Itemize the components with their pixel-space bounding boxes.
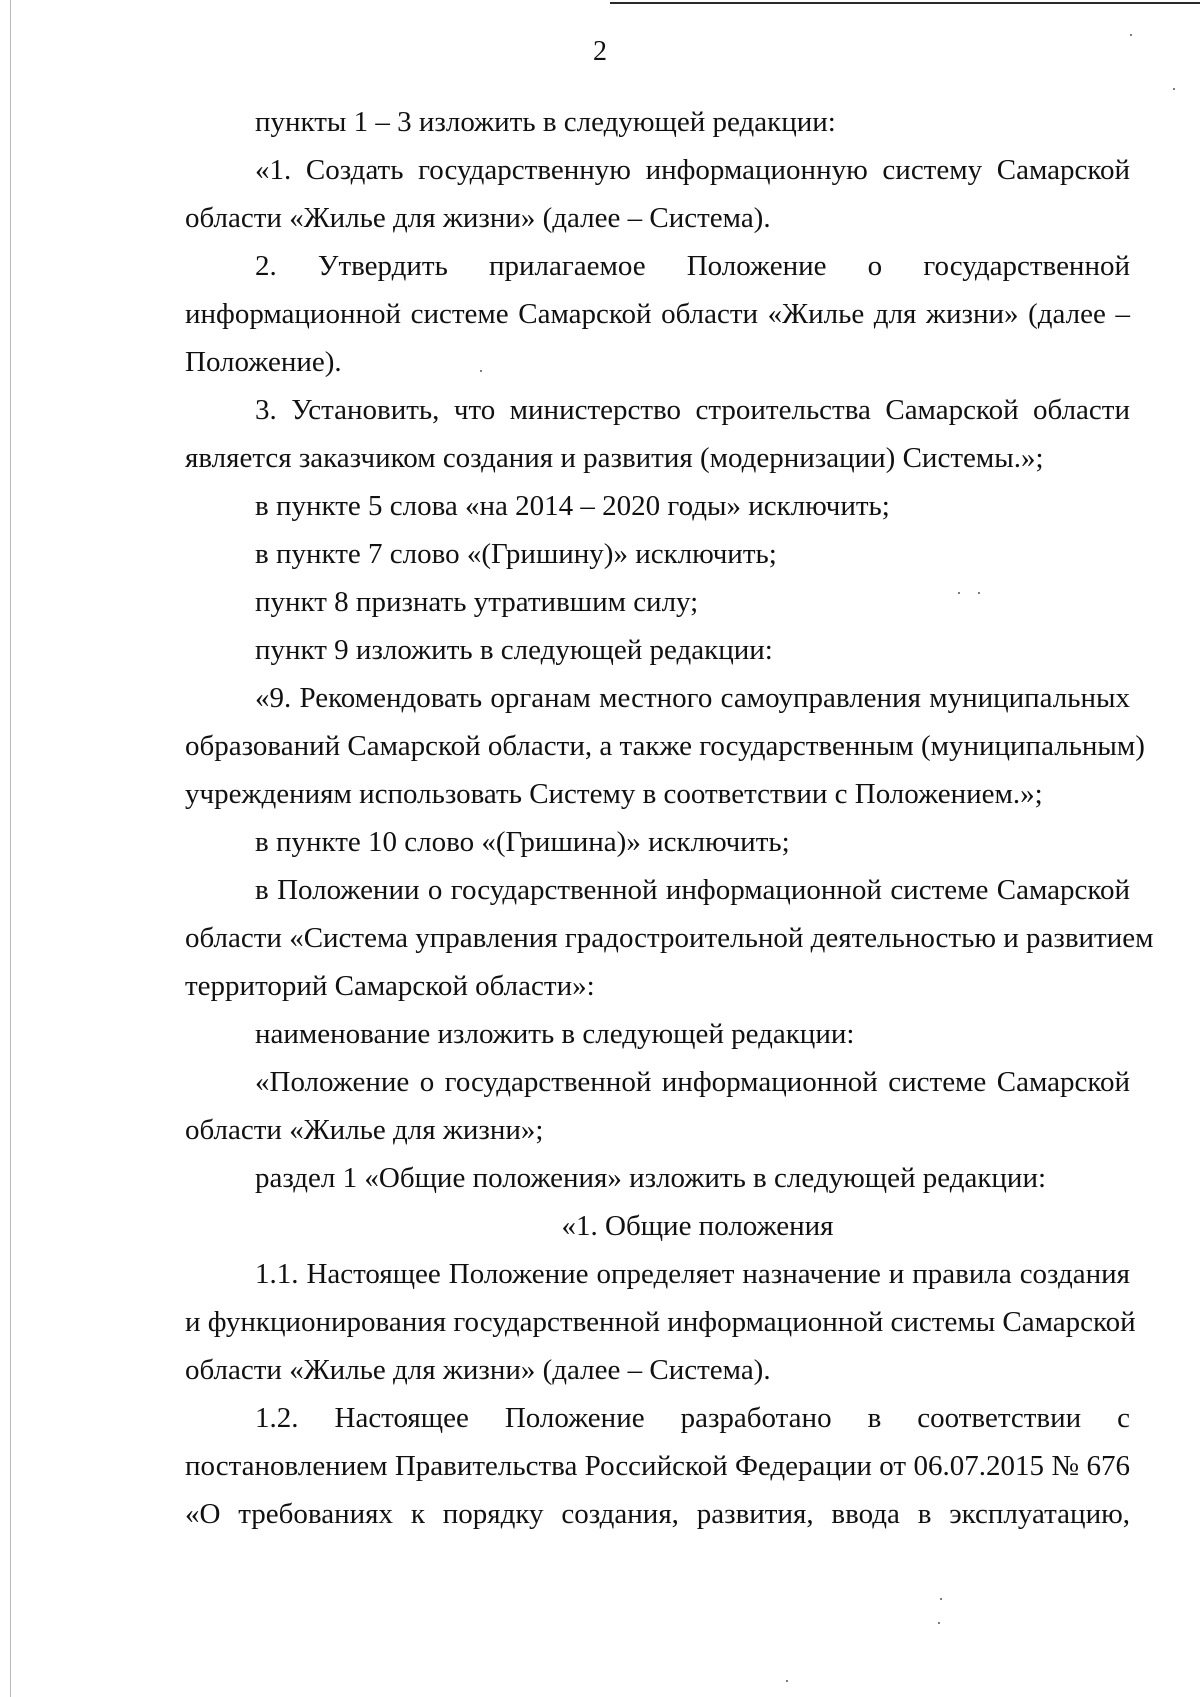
text-line: «1. Общие положения (561, 1210, 834, 1242)
text-line: пункт 8 признать утратившим силу; (255, 586, 699, 618)
text-line: пункты 1 – 3 изложить в следующей редакции: (255, 106, 836, 138)
text-line: области «Жилье для жизни» (далее – Система). (185, 1354, 771, 1386)
text-line: постановлением Правительства Российской Федерации от 06.07.2015 № 676 (185, 1450, 1130, 1482)
scan-speck (938, 1622, 940, 1624)
text-line: в пункте 10 слово «(Гришина)» исключить; (255, 826, 790, 858)
text-line: области «Система управления градостроительной деятельностью и развитием (185, 922, 1154, 954)
text-line: в Положении о государственной информационной системе Самарской (255, 874, 1130, 906)
page-number: 2 (593, 36, 607, 67)
text-line: 3. Установить, что министерство строительства Самарской области (255, 394, 1130, 426)
text-line: «О требованиях к порядку создания, развития, ввода в эксплуатацию, (185, 1498, 1130, 1530)
scan-speck (786, 1680, 788, 1682)
scan-left-edge (10, 0, 11, 1697)
text-line: «9. Рекомендовать органам местного самоуправления муниципальных (255, 682, 1130, 714)
text-line: учреждениям использовать Систему в соответствии с Положением.»; (185, 778, 1043, 810)
text-line: Положение). (185, 346, 342, 378)
scan-speck (940, 1598, 942, 1600)
text-line: раздел 1 «Общие положения» изложить в следующей редакции: (255, 1162, 1047, 1194)
text-line: «Положение о государственной информационной системе Самарской (255, 1066, 1130, 1098)
text-line: области «Жилье для жизни» (далее – Система). (185, 202, 771, 234)
scan-speck (1173, 88, 1175, 90)
scan-top-edge (610, 2, 1200, 4)
document-body (185, 98, 1154, 1538)
text-line: «1. Создать государственную информационную систему Самарской (255, 154, 1130, 186)
text-line: 1.1. Настоящее Положение определяет назначение и правила создания (255, 1258, 1130, 1290)
text-line: области «Жилье для жизни»; (185, 1114, 544, 1146)
text-line: 1.2. Настоящее Положение разработано в соответствии с (255, 1402, 1130, 1434)
text-line: и функционирования государственной информационной системы Самарской (185, 1306, 1136, 1338)
text-line: территорий Самарской области»: (185, 970, 595, 1002)
text-line: информационной системе Самарской области «Жилье для жизни» (далее – (185, 298, 1130, 330)
text-line: пункт 9 изложить в следующей редакции: (255, 634, 773, 666)
text-line: в пункте 7 слово «(Гришину)» исключить; (255, 538, 777, 570)
text-line: наименование изложить в следующей редакции: (255, 1018, 855, 1050)
text-line: является заказчиком создания и развития (модернизации) Системы.»; (185, 442, 1044, 474)
text-line: в пункте 5 слова «на 2014 – 2020 годы» исключить; (255, 490, 890, 522)
text-line: 2. Утвердить прилагаемое Положение о государственной (255, 250, 1130, 282)
text-line: образований Самарской области, а также государственным (муниципальным) (185, 730, 1145, 762)
